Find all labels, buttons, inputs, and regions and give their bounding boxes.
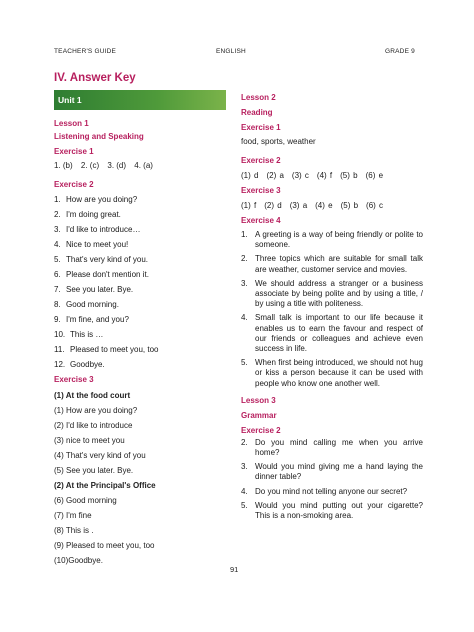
list-item: (10)Goodbye. <box>54 556 103 565</box>
header-subject: ENGLISH <box>216 48 246 55</box>
list-item: 7. See you later. Bye. <box>54 285 134 294</box>
ex3-heading: Exercise 3 <box>54 375 94 384</box>
list-item: 11. Pleased to meet you, too <box>54 345 159 354</box>
header-grade: GRADE 9 <box>385 48 415 55</box>
ex1-answer: 1. (b) <box>54 161 73 170</box>
reading-heading: Reading <box>241 108 273 117</box>
unit-banner: Unit 1 <box>54 90 226 110</box>
reading-ex2-answers: (1) d (2) a (3) c (4) f (5) b (6) e <box>241 171 384 180</box>
grammar-ex2-list <box>241 438 423 521</box>
list-item: 4. Small talk is important to our life because it enables us to earn the favour and respect of our friends or colleagues and achieve even success in life. <box>241 313 423 354</box>
page-number: 91 <box>230 565 239 574</box>
list-item: 5. Would you mind putting out your cigarette? This is a non-smoking area. <box>241 500 423 521</box>
list-item: (8) This is . <box>54 526 94 535</box>
list-item: 5. When first being introduced, we should not hug or kiss a person because it can be used with people who know one another well. <box>241 358 423 388</box>
reading-ex2-heading: Exercise 2 <box>241 156 281 165</box>
list-item: 2. I'm doing great. <box>54 210 121 219</box>
lesson-2-heading: Lesson 2 <box>241 93 276 102</box>
list-item: 3. I'd like to introduce… <box>54 225 141 234</box>
list-item: 4. Nice to meet you! <box>54 240 129 249</box>
list-item: 3. We should address a stranger or a business associate by being polite and by using a title, / by using a title with politeness. <box>241 278 423 309</box>
list-item: 1. A greeting is a way of being friendly or polite to someone. <box>241 230 423 250</box>
ex1-answer: 4. (a) <box>134 161 153 170</box>
lesson-1-heading: Lesson 1 <box>54 119 89 128</box>
list-item: 2. Three topics which are suitable for small talk are weather, customer service and movies. <box>241 254 423 274</box>
list-item: 1. How are you doing? <box>54 195 138 204</box>
list-item: (2) I'd like to introduce <box>54 421 133 430</box>
list-item: 4. Do you mind not telling anyone our secret? <box>241 486 408 496</box>
lesson-3-heading: Lesson 3 <box>241 395 276 405</box>
list-item: 12. Goodbye. <box>54 360 105 369</box>
list-item: (3) nice to meet you <box>54 436 125 445</box>
list-item: (7) I'm fine <box>54 511 92 520</box>
list-item: 8. Good morning. <box>54 300 119 309</box>
right-column <box>241 90 423 525</box>
list-item: 3. Would you mind giving me a hand laying the dinner table? <box>241 462 423 482</box>
reading-ex3-heading: Exercise 3 <box>241 186 281 195</box>
food-court-heading: (1) At the food court <box>54 391 131 400</box>
listening-speaking-heading: Listening and Speaking <box>54 132 144 141</box>
list-item: 2. Do you mind calling me when you arrive home? <box>241 437 423 458</box>
reading-ex1-answer: food, sports, weather <box>241 137 316 146</box>
list-item: (1) How are you doing? <box>54 406 138 415</box>
ex1-heading: Exercise 1 <box>54 147 94 156</box>
list-item: 9. I'm fine, and you? <box>54 315 129 324</box>
ex1-answer: 3. (d) <box>107 161 127 170</box>
reading-ex3-answers: (1) f (2) d (3) a (4) e (5) b (6) c <box>241 201 384 210</box>
reading-ex4-heading: Exercise 4 <box>241 216 281 225</box>
grammar-ex2-heading: Exercise 2 <box>241 425 281 435</box>
left-column <box>54 90 234 568</box>
list-item: (6) Good morning <box>54 496 117 505</box>
ex1-answers <box>54 161 234 179</box>
reading-ex1-heading: Exercise 1 <box>241 123 281 132</box>
list-item: (5) See you later. Bye. <box>54 466 134 475</box>
header-teachers-guide: TEACHER'S GUIDE <box>54 48 117 55</box>
section-title: IV. Answer Key <box>54 72 136 84</box>
ex2-heading: Exercise 2 <box>54 180 94 189</box>
list-item: 6. Please don't mention it. <box>54 270 149 279</box>
list-item: (9) Pleased to meet you, too <box>54 541 155 550</box>
ex2-list <box>54 193 234 373</box>
list-item: 10. This is … <box>54 330 104 339</box>
reading-ex4-list <box>241 230 423 389</box>
principals-office-heading: (2) At the Principal's Office <box>54 481 156 490</box>
ex1-answer: 2. (c) <box>80 161 100 170</box>
list-item: (4) That's very kind of you <box>54 451 146 460</box>
grammar-heading: Grammar <box>241 410 277 420</box>
list-item: 5. That's very kind of you. <box>54 255 149 264</box>
